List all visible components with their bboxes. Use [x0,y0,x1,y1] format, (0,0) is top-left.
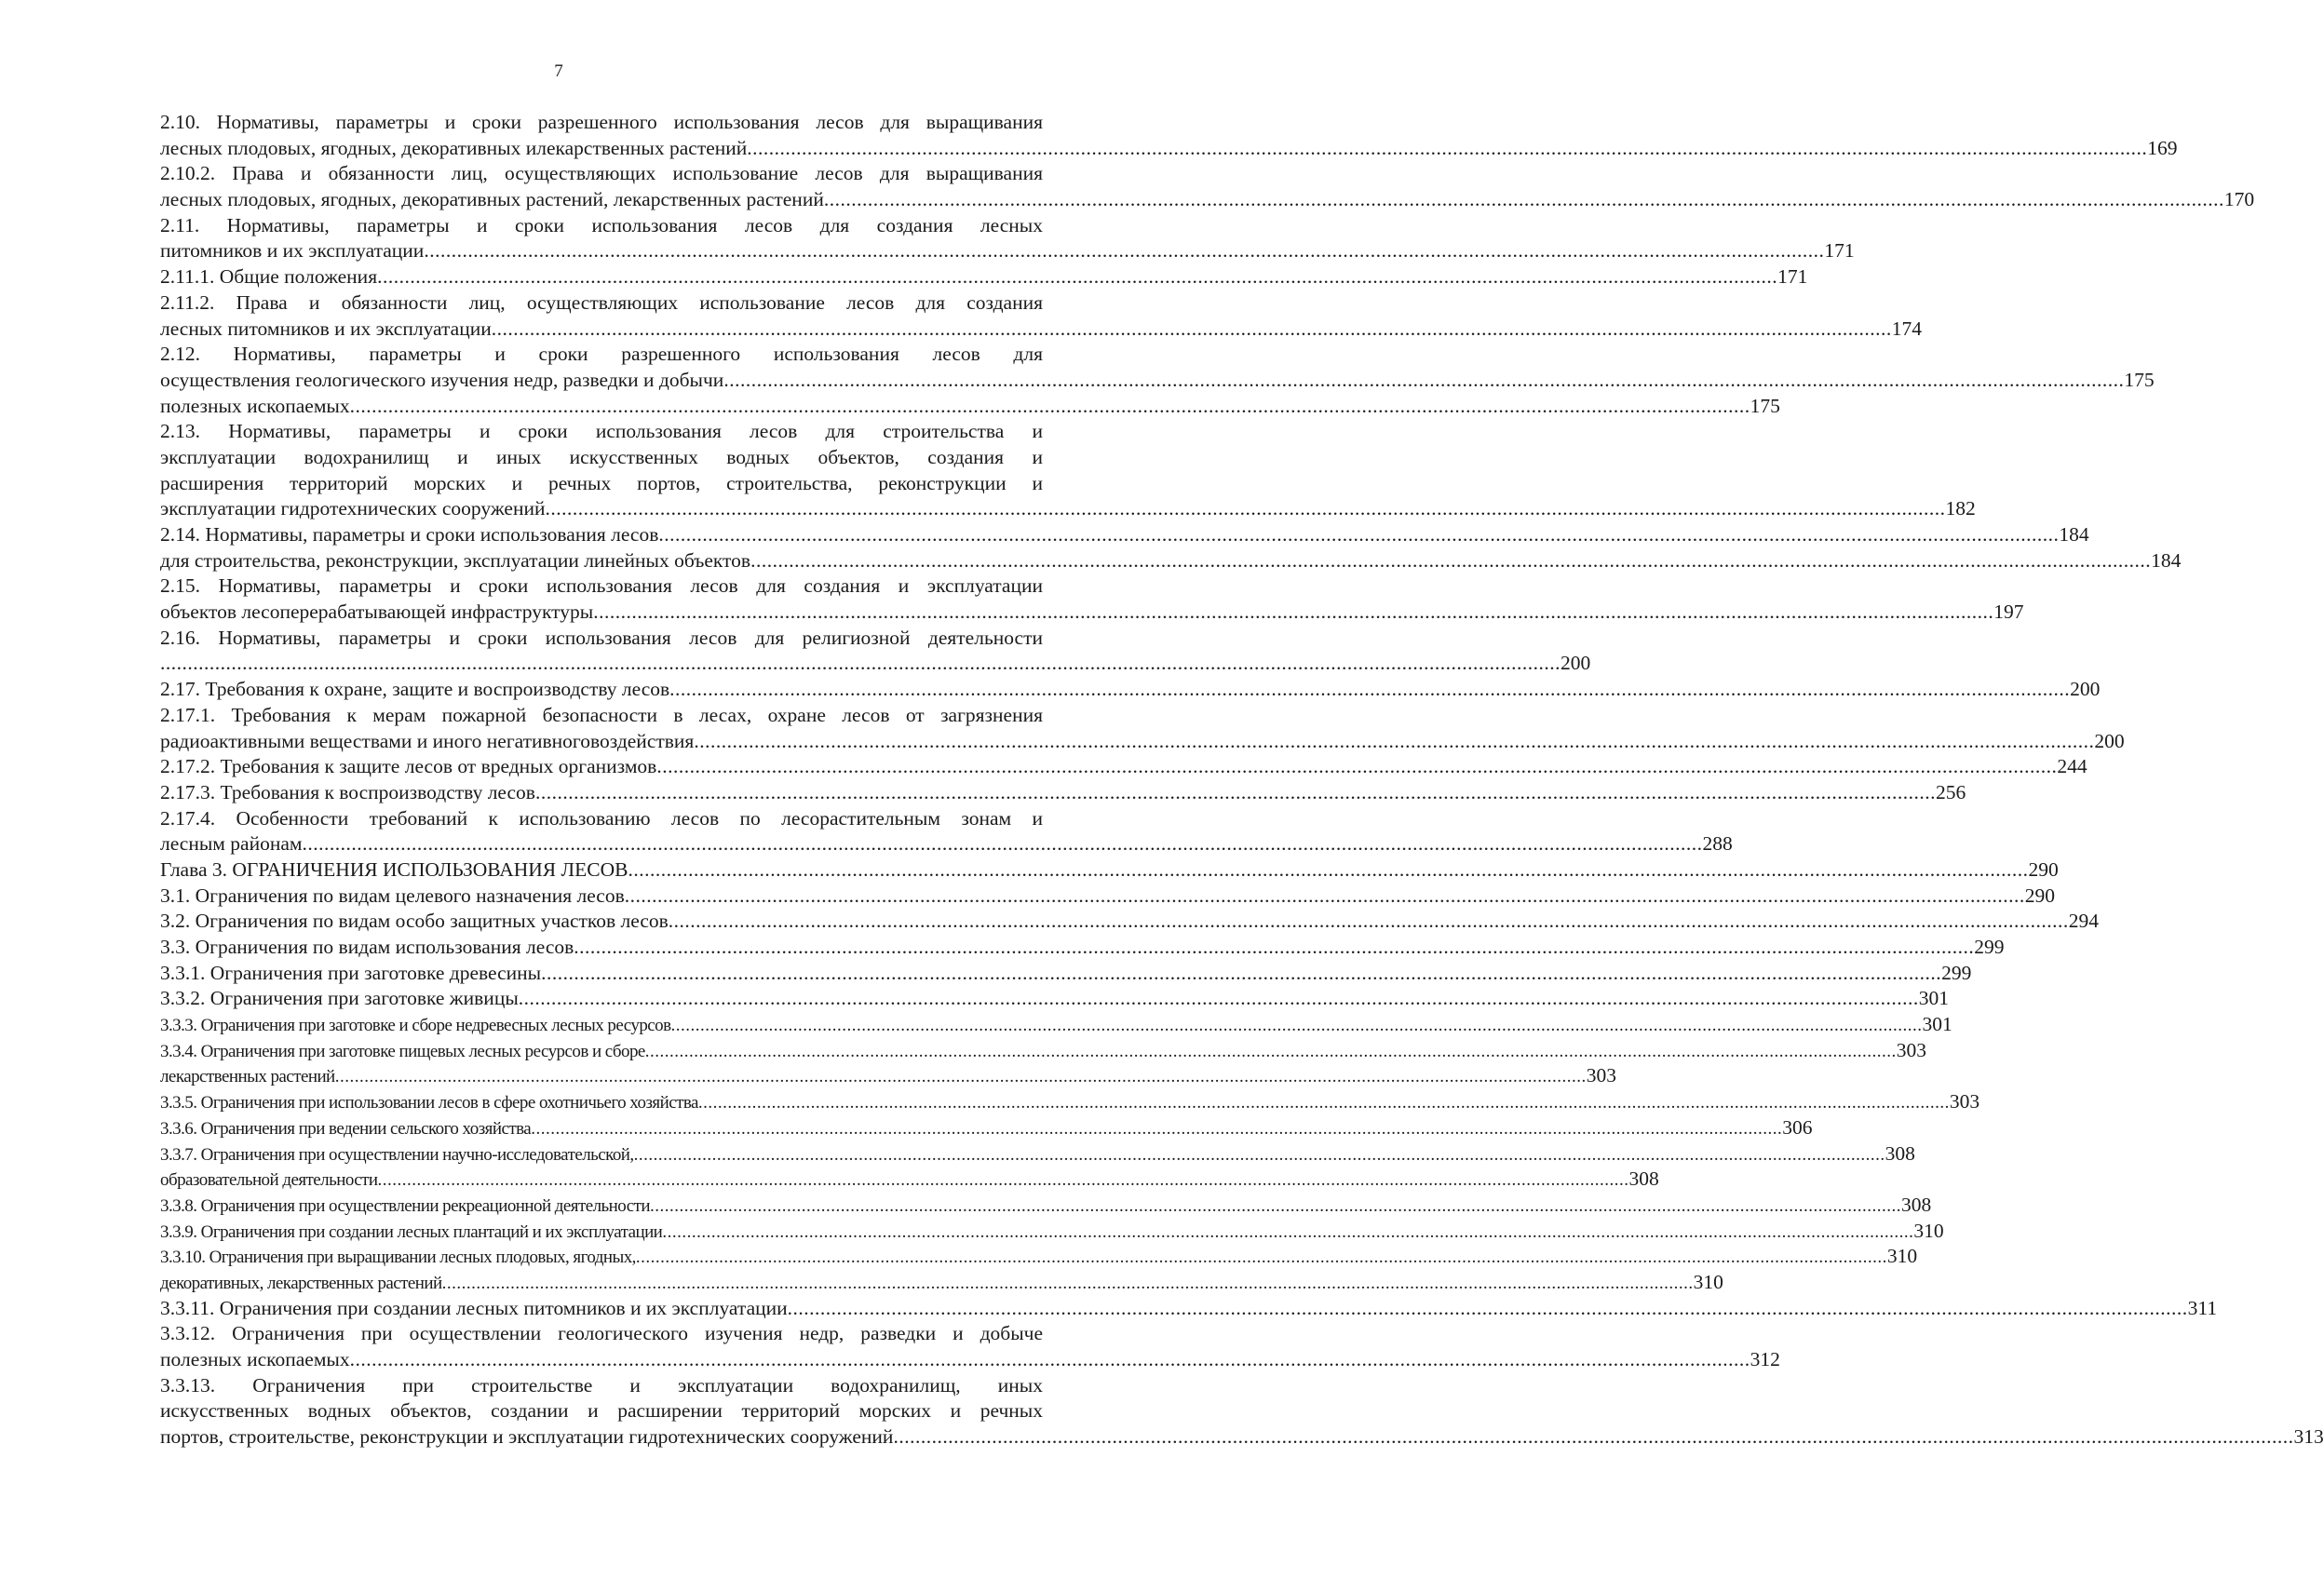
toc-line [160,1347,1780,1373]
toc-entry[interactable] [160,1012,1952,1038]
toc-entry[interactable] [160,857,2059,884]
toc-entry[interactable] [160,264,1808,290]
toc-line: 2.17.1. Требования к мерам пожарной безопасности в лесах, охране лесов от загрязнения [160,703,1043,726]
toc-entry[interactable] [160,1141,1915,1167]
toc-line [160,831,1733,857]
toc-entry-title: 3.3.2. Ограничения при заготовке живицы [160,987,519,1010]
toc-line [160,317,1922,343]
dot-leader [350,1347,1750,1373]
toc-line [160,677,2101,703]
toc-entry[interactable] [160,884,2056,910]
toc-page-ref: 303 [1586,1064,1616,1087]
toc-page-ref: 184 [2151,548,2182,572]
toc-entry[interactable] [160,677,2101,703]
dot-leader [824,187,2224,213]
toc-entry-title: 3.1. Ограничения по видам целевого назначения лесов [160,884,625,907]
toc-entry[interactable] [160,161,2255,212]
toc-line [160,1244,1918,1270]
toc-page-ref: 310 [1913,1219,1944,1242]
toc-entry-title: 3.3.4. Ограничения при заготовке пищевых лесных ресурсов и сборе [160,1041,645,1061]
toc-page-ref: 290 [2024,884,2056,907]
toc-line: 2.11.2. Права и обязанности лиц, осуществляющих использование лесов для создания [160,290,1043,314]
toc-page-ref: 308 [1900,1193,1932,1216]
toc-page-ref: 313 [2293,1425,2324,1449]
toc-line [160,1270,1723,1296]
toc-page-ref: 301 [1922,1013,1952,1036]
toc-line [160,884,2056,910]
toc-entry-title: 3.3.11. Ограничения при создании лесных питомников и их эксплуатации [160,1296,788,1319]
toc-line [160,1296,2218,1322]
toc-line [160,1115,1813,1141]
dot-leader [442,1271,1694,1297]
toc-entry[interactable] [160,110,2178,161]
toc-page-ref: 299 [1941,961,1972,984]
toc-entry[interactable] [160,1244,1918,1270]
toc-page-ref: 303 [1949,1090,1980,1113]
toc-page-ref: 182 [1945,497,1976,520]
toc-entry[interactable] [160,780,1966,806]
toc-page-ref: 310 [1886,1245,1918,1268]
toc-page-ref: 200 [1561,652,1591,675]
dot-leader [636,1245,1887,1271]
toc-entry-title: портов, строительстве, реконструкции и эксплуатации гидротехнических сооружений [160,1425,894,1449]
dot-leader [541,961,1941,987]
toc-entry[interactable] [160,1167,1659,1193]
toc-entry[interactable] [160,1296,2218,1322]
toc-page-ref: 244 [2057,755,2088,778]
toc-line [160,754,2088,780]
toc-entry-title: лесным районам [160,832,303,856]
toc-line [160,1219,1944,1245]
toc-line [160,238,1855,264]
toc-page-ref: 299 [1974,936,2005,958]
toc-page-ref: 306 [1782,1115,1813,1139]
toc-entry[interactable] [160,522,2089,548]
toc-line: 2.11. Нормативы, параметры и сроки использования лесов для создания лесных [160,213,1043,236]
toc-line [160,1089,1980,1115]
toc-entry[interactable] [160,342,2155,393]
toc-entry[interactable] [160,213,1855,264]
toc-line [160,857,2059,884]
dot-leader [531,1116,1782,1142]
dot-leader [634,1142,1885,1168]
toc-page-ref: 256 [1935,780,1966,803]
toc-line [160,600,2024,626]
toc-entry-title: лекарственных растений [160,1067,335,1087]
toc-line: 2.10. Нормативы, параметры и сроки разрешенного использования лесов для выращивания [160,111,1043,133]
toc-line [160,935,2005,961]
dot-leader [378,1167,1629,1194]
toc-entry[interactable] [160,703,2125,754]
toc-entry[interactable] [160,1321,1780,1372]
toc-line [160,1141,1915,1167]
toc-line: 3.3.12. Ограничения при осуществлении геологического изучения недр, разведки и добыче [160,1322,1043,1345]
toc-entry-title: 2.11.1. Общие положения [160,265,378,289]
toc-line [160,368,2155,394]
dot-leader [302,831,1702,857]
dot-leader [350,394,1750,420]
toc-entry-title: 2.14. Нормативы, параметры и сроки использования лесов [160,523,659,546]
toc-page-ref: 184 [2059,523,2089,546]
toc-entry[interactable] [160,935,2005,961]
toc-entry[interactable] [160,1270,1723,1296]
toc-page-ref: 175 [2124,368,2155,391]
toc-entry-title: 3.3.3. Ограничения при заготовке и сборе недревесных лесных ресурсов [160,1016,671,1036]
dot-leader [662,1220,1913,1246]
table-of-contents [160,110,2324,1451]
toc-entry-title: лесных питомников и их эксплуатации [160,317,492,340]
dot-leader [723,368,2124,394]
toc-line: 2.16. Нормативы, параметры и сроки использования лесов для религиозной деятельности [160,626,1043,649]
dot-leader [650,1194,1901,1220]
toc-line: расширения территорий морских и речных портов, строительства, реконструкции и [160,471,1043,494]
toc-line [160,986,1950,1012]
toc-line [160,909,2100,935]
toc-entry-title: 2.17.3. Требования к воспроизводству лесов [160,780,535,803]
toc-page-ref: 301 [1918,987,1950,1010]
toc-entry-title: полезных ископаемых [160,394,350,417]
dot-leader [788,1296,2188,1322]
toc-line [160,780,1966,806]
toc-entry-title: 3.3.5. Ограничения при использовании лесов в сфере охотничьего хозяйства [160,1093,698,1113]
toc-entry-title: 3.3.7. Ограничения при осуществлении научно-исследовательской, [160,1144,634,1165]
toc-page-ref: 174 [1891,317,1922,340]
dot-leader [698,1090,1950,1116]
toc-line [160,1167,1659,1193]
toc-entry[interactable] [160,909,2100,935]
toc-entry[interactable] [160,1089,1980,1115]
toc-entry-title: эксплуатации гидротехнических сооружений [160,497,546,520]
toc-entry[interactable] [160,754,2088,780]
toc-entry[interactable] [160,961,1972,987]
dot-leader [669,677,2070,703]
toc-entry-title: образовательной деятельности [160,1170,378,1191]
toc-line [160,1063,1616,1089]
toc-line [160,496,1976,522]
toc-entry-title: 3.2. Ограничения по видам особо защитных участков лесов [160,910,669,933]
dot-leader [747,136,2147,162]
dot-leader [593,600,1993,626]
dot-leader [160,651,1561,677]
toc-page-ref: 175 [1750,394,1780,417]
toc-entry-title: осуществления геологического изучения недр, разведки и добычи [160,368,724,391]
dot-leader [628,857,2028,884]
toc-entry[interactable] [160,574,2024,625]
toc-page-ref: 312 [1750,1348,1780,1370]
dot-leader [335,1064,1587,1090]
toc-line: 2.15. Нормативы, параметры и сроки использования лесов для создания и эксплуатации [160,574,1043,598]
toc-line: эксплуатации водохранилищ и иных искусственных водных объектов, создания и [160,445,1043,468]
toc-entry[interactable] [160,290,1922,342]
toc-entry-title: 3.3.1. Ограничения при заготовке древесины [160,961,542,984]
toc-entry[interactable] [160,986,1950,1012]
toc-entry[interactable] [160,1115,1813,1141]
page-number: 7 [554,61,563,81]
toc-line [160,1012,1952,1038]
toc-entry-title: 3.3. Ограничения по видам использования лесов [160,936,574,958]
dot-leader [656,754,2057,780]
toc-page-ref: 197 [1993,601,2024,624]
toc-line [160,548,2182,574]
toc-page-ref: 311 [2187,1296,2218,1319]
toc-entry[interactable] [160,419,1976,522]
toc-page-ref: 310 [1693,1270,1723,1293]
toc-entry[interactable] [160,394,1780,420]
toc-entry-title: Глава 3. ОГРАНИЧЕНИЯ ИСПОЛЬЗОВАНИЯ ЛЕСОВ [160,857,628,881]
toc-page-ref: 170 [2223,188,2255,211]
dot-leader [545,496,1945,522]
toc-entry[interactable] [160,548,2182,574]
toc-line [160,136,2178,162]
toc-entry-title: объектов лесоперерабатывающей инфраструктуры [160,601,594,624]
toc-page-ref: 303 [1896,1038,1927,1061]
toc-entry-title: лесных плодовых, ягодных, декоративных растений, лекарственных растений [160,188,824,211]
toc-line: 2.10.2. Права и обязанности лиц, осуществляющих использование лесов для выращивания [160,162,1043,185]
toc-line [160,264,1808,290]
toc-entry-title: радиоактивными веществами и иного негативноговоздействия [160,729,695,752]
dot-leader [424,238,1824,264]
toc-entry-title: 3.3.9. Ограничения при создании лесных плантаций и их эксплуатации [160,1221,663,1242]
dot-leader [671,1013,1923,1039]
toc-line: 2.12. Нормативы, параметры и сроки разрешенного использования лесов для [160,343,1043,366]
toc-line [160,729,2125,755]
dot-leader [574,935,1974,961]
toc-entry-title: питомников и их эксплуатации [160,239,425,263]
toc-entry[interactable] [160,626,1591,677]
toc-entry-title: 3.3.8. Ограничения при осуществлении рекреационной деятельности [160,1195,650,1216]
toc-line [160,1038,1927,1064]
dot-leader [535,780,1936,806]
dot-leader [645,1039,1897,1065]
dot-leader [893,1424,2293,1451]
toc-page-ref: 294 [2068,910,2100,933]
toc-entry-title: 3.3.10. Ограничения при выращивании лесных плодовых, ягодных, [160,1248,636,1268]
toc-page-ref: 169 [2147,136,2178,159]
toc-entry-title: лесных плодовых, ягодных, декоративных илекарственных растений [160,136,748,159]
toc-page-ref: 171 [1777,265,1808,289]
toc-page-ref: 308 [1885,1141,1915,1165]
toc-line [160,187,2255,213]
toc-entry-title: 2.17. Требования к охране, защите и воспроизводству лесов [160,678,670,701]
toc-entry-title: 2.17.2. Требования к защите лесов от вредных организмов [160,755,657,778]
dot-leader [658,522,2059,548]
dot-leader [750,548,2151,574]
toc-entry[interactable] [160,1373,2324,1451]
toc-line [160,1424,2324,1451]
toc-page-ref: 200 [2070,678,2101,701]
toc-line: 2.17.4. Особенности требований к использованию лесов по лесорастительным зонам и [160,806,1043,830]
toc-line [160,651,1591,677]
toc-line [160,961,1972,987]
toc-entry[interactable] [160,1063,1616,1089]
toc-entry[interactable] [160,1193,1932,1219]
toc-line: 3.3.13. Ограничения при строительстве и эксплуатации водохранилищ, иных [160,1373,1043,1397]
dot-leader [519,986,1919,1012]
toc-page-ref: 200 [2094,729,2125,752]
dot-leader [377,264,1777,290]
toc-entry[interactable] [160,806,1733,857]
dot-leader [669,909,2069,935]
toc-page-ref: 288 [1702,832,1733,856]
toc-page-ref: 290 [2028,857,2059,881]
toc-entry-title: полезных ископаемых [160,1348,350,1370]
toc-entry[interactable] [160,1219,1944,1245]
toc-entry-title: для строительства, реконструкции, эксплуатации линейных объектов [160,548,751,572]
toc-entry[interactable] [160,1038,1927,1064]
dot-leader [625,884,2025,910]
toc-line: искусственных водных объектов, создании и расширении территорий морских и речных [160,1399,1043,1423]
dot-leader [694,729,2094,755]
toc-page-ref: 171 [1824,239,1855,263]
toc-line: 2.13. Нормативы, параметры и сроки использования лесов для строительства и [160,420,1043,443]
toc-line [160,394,1780,420]
dot-leader [492,317,1892,343]
toc-page-ref: 308 [1628,1167,1659,1191]
toc-entry-title: 3.3.6. Ограничения при ведении сельского хозяйства [160,1118,532,1139]
toc-line [160,1193,1932,1219]
toc-line [160,522,2089,548]
toc-entry-title: декоративных, лекарственных растений [160,1273,442,1293]
